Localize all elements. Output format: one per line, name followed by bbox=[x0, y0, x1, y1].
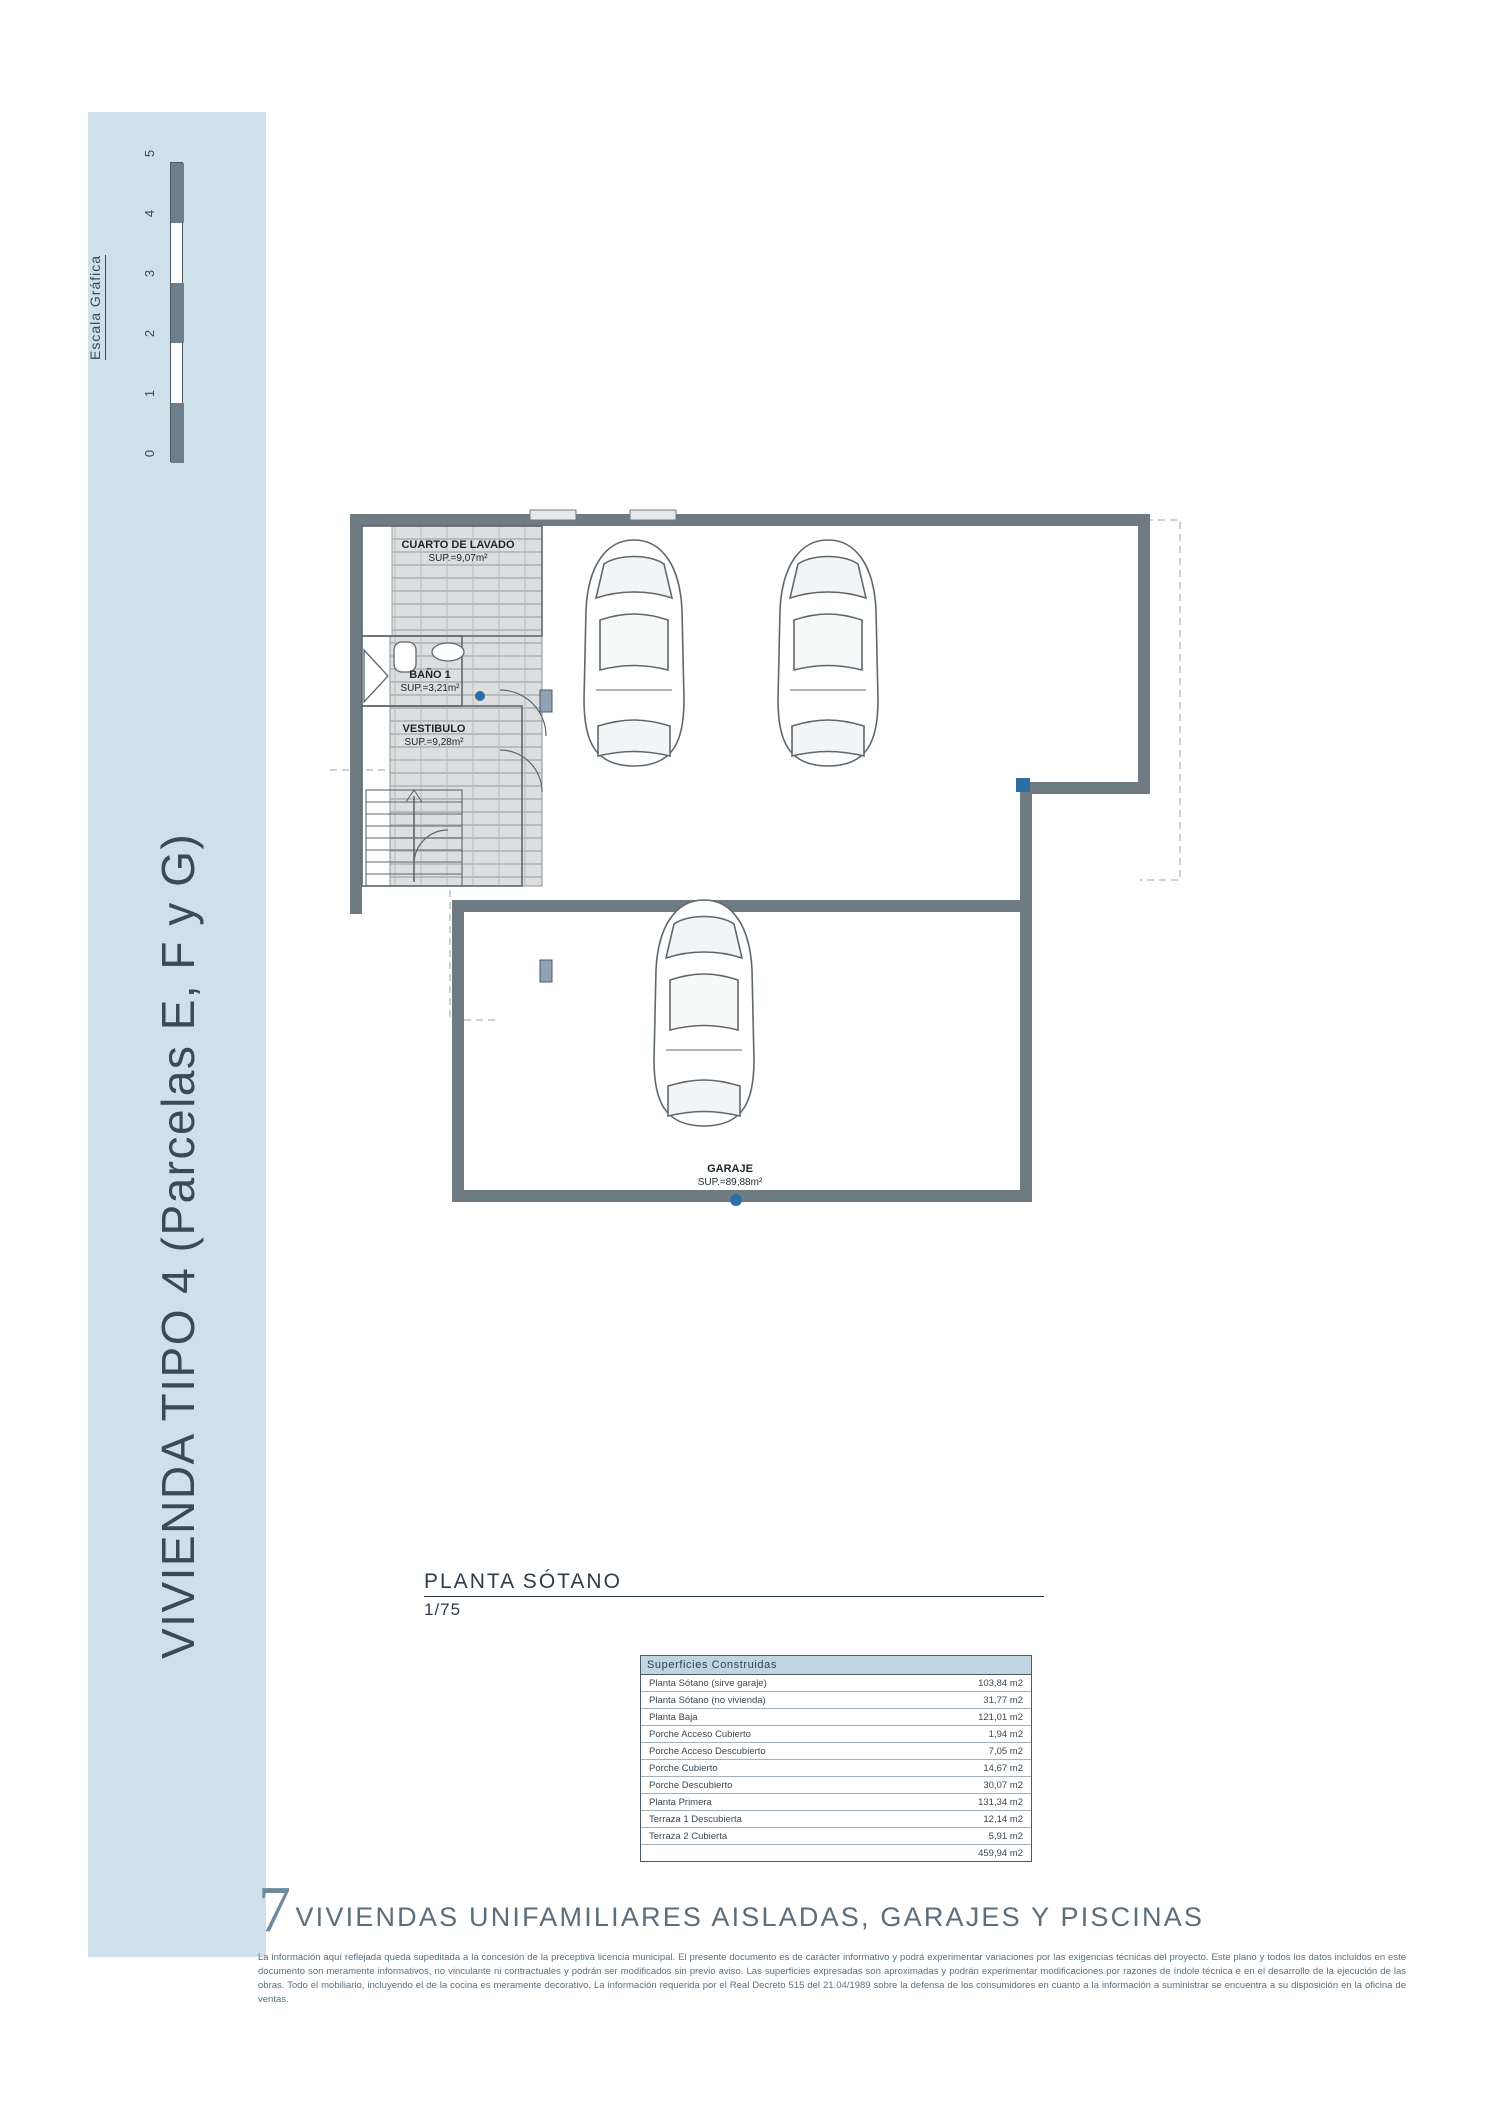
surfaces-table bbox=[640, 1655, 1032, 1862]
scale-tick-3: 3 bbox=[142, 269, 158, 278]
table-row bbox=[641, 1675, 1031, 1692]
surface-label: Planta Baja bbox=[649, 1711, 698, 1723]
surface-label: Porche Acceso Descubierto bbox=[649, 1745, 766, 1757]
surface-value: 7,05 m2 bbox=[988, 1745, 1023, 1757]
footer bbox=[258, 1873, 1408, 2006]
table-row bbox=[641, 1743, 1031, 1760]
footer-number: 7 bbox=[258, 1873, 291, 1946]
surface-value: 1,94 m2 bbox=[988, 1728, 1023, 1740]
room-label-vestibulo: VESTIBULO bbox=[402, 723, 466, 735]
graphic-scale bbox=[87, 140, 226, 500]
scale-tick-2: 2 bbox=[142, 329, 158, 338]
graphic-scale-label: Escala Gráfica bbox=[87, 255, 106, 360]
room-label-bano-1: BAÑO 1 bbox=[409, 669, 451, 681]
surface-value: 30,07 m2 bbox=[983, 1779, 1023, 1791]
room-label-garaje: GARAJE bbox=[707, 1163, 753, 1175]
scale-tick-0: 0 bbox=[142, 449, 158, 458]
surfaces-table-header: Superficies Construidas bbox=[641, 1656, 1031, 1675]
surface-label: Terraza 1 Descubierta bbox=[649, 1813, 742, 1825]
table-row bbox=[641, 1760, 1031, 1777]
surface-label: Terraza 2 Cubierta bbox=[649, 1830, 728, 1842]
room-area-bano-1: SUP.=3,21m² bbox=[400, 683, 460, 694]
surface-value: 12,14 m2 bbox=[983, 1813, 1023, 1825]
surface-label: Porche Cubierto bbox=[649, 1762, 718, 1774]
surface-value: 31,77 m2 bbox=[983, 1694, 1023, 1706]
footer-headline: VIVIENDAS UNIFAMILIARES AISLADAS, GARAJES Y PISCINAS bbox=[295, 1902, 1205, 1933]
plan-caption bbox=[424, 1570, 1044, 1620]
room-area-garaje: SUP.=89,88m² bbox=[697, 1177, 763, 1188]
table-row bbox=[641, 1811, 1031, 1828]
table-row bbox=[641, 1794, 1031, 1811]
room-area-vestibulo: SUP.=9,28m² bbox=[404, 737, 464, 748]
surface-label: Planta Sótano (no vivienda) bbox=[649, 1694, 766, 1706]
scale-tick-4: 4 bbox=[142, 209, 158, 218]
table-row-total bbox=[641, 1845, 1031, 1861]
scale-tick-1: 1 bbox=[142, 389, 158, 398]
surface-value: 14,67 m2 bbox=[983, 1762, 1023, 1774]
graphic-scale-bar bbox=[170, 162, 183, 462]
surface-value: 5,91 m2 bbox=[988, 1830, 1023, 1842]
floor-plan-drawing bbox=[330, 500, 1390, 1510]
surface-value: 131,34 m2 bbox=[978, 1796, 1023, 1808]
plan-title: PLANTA SÓTANO bbox=[424, 1570, 622, 1593]
table-row bbox=[641, 1692, 1031, 1709]
plan-scale: 1/75 bbox=[424, 1600, 462, 1619]
scale-tick-5: 5 bbox=[142, 149, 158, 158]
surface-total-value: 459,94 m2 bbox=[978, 1847, 1023, 1859]
footer-legal-text: La información aquí reflejada queda supeditada a la concesión de la preceptiva licencia municipal. El presente documento es de carácter informativo y podrá experimentar variaciones por las exigencias técnicas del proyecto. Este plano y todos los datos incluidos en este documento son meramente informativos, no vinculante ni contractuales y podrán ser modificados sin previo aviso. Las superficies expresadas son aproximadas y podrán experimentar modificaciones por razones de índole técnica e en el desarrollo de la ejecución de las obras. Todo el mobiliario, incluyendo el de la cocina es meramente decorativo. La información requerida por el Real Decreto 515 del 21.04/1989 sobre la defensa de los consumidores en cuanto a la información a suministrar se encuentra a su disposición en la oficina de ventas. bbox=[258, 1952, 1406, 2005]
surface-label: Planta Primera bbox=[649, 1796, 712, 1808]
room-area-cuarto-de-lavado: SUP.=9,07m² bbox=[428, 553, 488, 564]
room-label-cuarto-de-lavado: CUARTO DE LAVADO bbox=[401, 539, 515, 551]
surface-value: 121,01 m2 bbox=[978, 1711, 1023, 1723]
surface-label: Porche Acceso Cubierto bbox=[649, 1728, 751, 1740]
surface-label: Porche Descubierto bbox=[649, 1779, 733, 1791]
surface-value: 103,84 m2 bbox=[978, 1677, 1023, 1689]
table-row bbox=[641, 1828, 1031, 1845]
sheet-vertical-title: VIVIENDA TIPO 4 (Parcelas E, F y G) bbox=[152, 832, 204, 1659]
table-row bbox=[641, 1777, 1031, 1794]
table-row bbox=[641, 1726, 1031, 1743]
table-row bbox=[641, 1709, 1031, 1726]
surface-label: Planta Sótano (sirve garaje) bbox=[649, 1677, 767, 1689]
plan-title-rule bbox=[424, 1596, 1044, 1597]
